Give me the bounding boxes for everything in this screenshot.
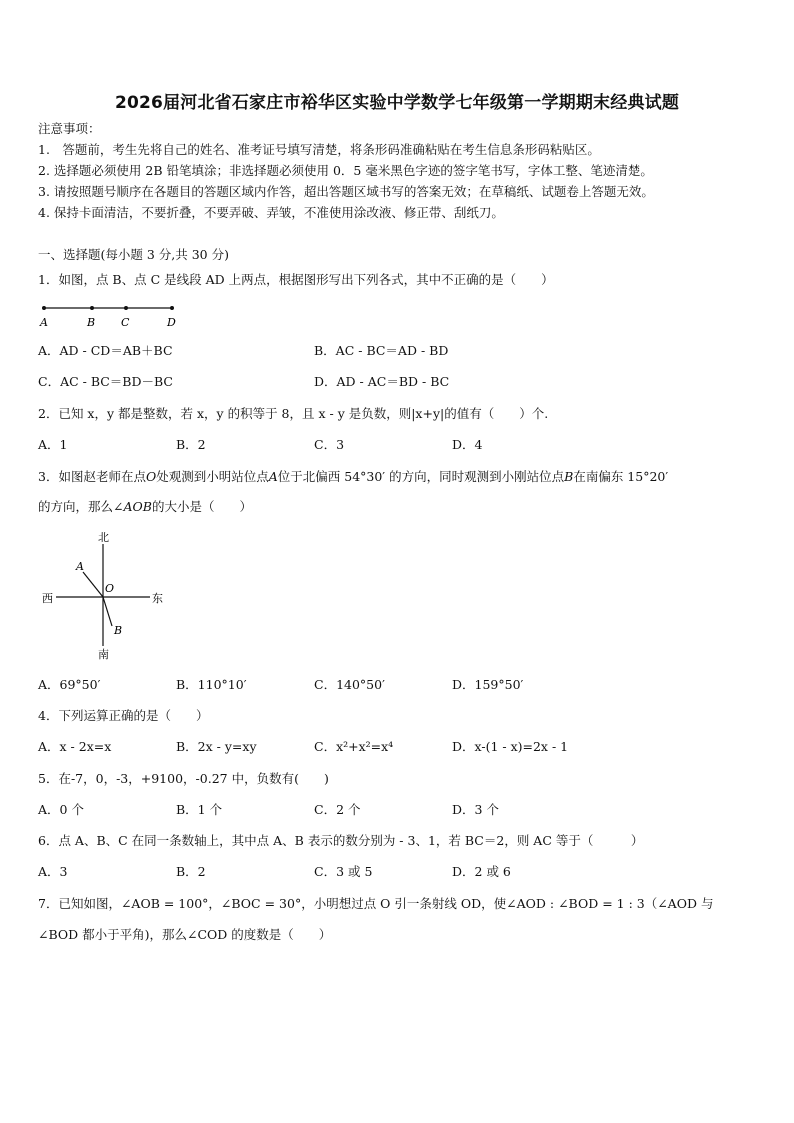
q2-option-b: B．2 [176, 437, 206, 452]
q1-option-c: C．AC - BC＝BD－BC [38, 374, 173, 389]
q4-option-c: C．x²+x²=x⁴ [314, 739, 394, 754]
south-label: 南 [98, 648, 109, 661]
north-label: 北 [98, 531, 109, 544]
point-a-label: A [76, 560, 84, 573]
question-3-stem [38, 469, 668, 485]
question-7-stem-line2: ∠BOD 都小于平角)，那么∠COD 的度数是（ ） [38, 927, 332, 942]
note-item-1: 1. 答题前，考生先将自己的姓名、准考证号填写清楚，将条形码准确粘贴在考生信息条形码粘贴区。 [38, 142, 600, 157]
q1-segment-figure [36, 300, 186, 332]
label-b: B [87, 316, 96, 329]
page-title: 2026届河北省石家庄市裕华区实验中学数学七年级第一学期期末经典试题 [114, 93, 680, 113]
point-a [42, 306, 46, 310]
east-label: 东 [152, 592, 163, 605]
q4-option-b: B．2x - y=xy [176, 739, 257, 754]
q2-option-d: D．4 [452, 437, 483, 452]
ray-oa [83, 572, 103, 597]
q6-option-b: B．2 [176, 864, 206, 879]
q3-text-3: 位于北偏西 54°30′ 的方向，同时观测到小刚站位点 [277, 469, 565, 484]
q5-option-b: B．1 个 [176, 802, 223, 817]
q3-option-b: B．110°10′ [176, 677, 247, 692]
notes-heading: 注意事项： [38, 121, 101, 136]
point-o-label: O [105, 582, 115, 595]
question-5-stem: 5．在-7，0，-3，+9100，-0.27 中，负数有( ) [38, 771, 329, 786]
label-d: D [167, 316, 176, 329]
q6-option-a: A．3 [38, 864, 68, 879]
q3-text-4: 在南偏东 15°20′ [573, 469, 669, 484]
point-b-label: B [114, 624, 123, 637]
q3-text-2: 处观测到小明站位点 [156, 469, 269, 484]
q5-option-a: A．0 个 [38, 802, 84, 817]
ray-ob [103, 597, 112, 626]
section-heading: 一、选择题(每小题 3 分,共 30 分) [38, 247, 229, 262]
label-c: C [121, 316, 130, 329]
q3-text-1: 3．如图赵老师在点 [38, 469, 146, 484]
question-3-stem-line2 [38, 499, 252, 515]
q4-option-a: A．x - 2x=x [38, 739, 112, 754]
note-item-2: 2. 选择题必须使用 2B 铅笔填涂；非选择题必须使用 0．5 毫米黑色字迹的签字笔书写，字体工整、笔迹清楚。 [38, 163, 653, 178]
q3-text-5: 的方向，那么∠ [38, 499, 124, 514]
q3-point-a: A [268, 469, 278, 484]
q1-option-b: B．AC - BC＝AD - BD [314, 343, 449, 358]
question-4-stem: 4．下列运算正确的是（ ） [38, 708, 209, 723]
question-2-stem: 2．已知 x，y 都是整数，若 x，y 的积等于 8，且 x - y 是负数，则|x+y|的值有（ ）个. [38, 406, 549, 421]
q3-option-c: C．140°50′ [314, 677, 385, 692]
note-item-3: 3. 请按照题号顺序在各题目的答题区域内作答，超出答题区域书写的答案无效；在草稿纸、试题卷上答题无效。 [38, 184, 654, 199]
q3-angle-aob: AOB [123, 499, 152, 514]
q3-point-o: O [145, 469, 157, 484]
q2-option-c: C．3 [314, 437, 345, 452]
q1-option-d: D．AD - AC＝BD - BC [314, 374, 450, 389]
q6-option-c: C．3 或 5 [314, 864, 373, 879]
note-item-4: 4. 保持卡面清洁，不要折叠，不要弄破、弄皱，不准使用涂改液、修正带、刮纸刀。 [38, 205, 504, 220]
q2-option-a: A．1 [38, 437, 68, 452]
question-7-stem-line1: 7．已知如图，∠AOB = 100°，∠BOC = 30°，小明想过点 O 引一条射线 OD，使∠AOD : ∠BOD = 1 : 3（∠AOD 与 [38, 896, 714, 911]
q3-compass-figure [36, 528, 176, 662]
question-6-stem: 6．点 A、B、C 在同一条数轴上，其中点 A、B 表示的数分别为 - 3、1，若 BC＝2，则 AC 等于（ ） [38, 833, 644, 848]
q5-option-d: D．3 个 [452, 802, 499, 817]
q3-option-d: D．159°50′ [452, 677, 524, 692]
point-c [124, 306, 128, 310]
q1-option-a: A．AD - CD＝AB＋BC [38, 343, 173, 358]
west-label: 西 [42, 592, 53, 605]
q3-point-b: B [564, 469, 574, 484]
q5-option-c: C．2 个 [314, 802, 361, 817]
q3-text-6: 的大小是（ ） [151, 499, 252, 514]
point-b [90, 306, 94, 310]
question-1-stem: 1．如图，点 B、点 C 是线段 AD 上两点，根据图形写出下列各式，其中不正确的是（ ） [38, 272, 554, 287]
q4-option-d: D．x-(1 - x)=2x - 1 [452, 739, 569, 754]
point-d [170, 306, 174, 310]
q3-option-a: A．69°50′ [38, 677, 101, 692]
label-a: A [40, 316, 48, 329]
q6-option-d: D．2 或 6 [452, 864, 511, 879]
